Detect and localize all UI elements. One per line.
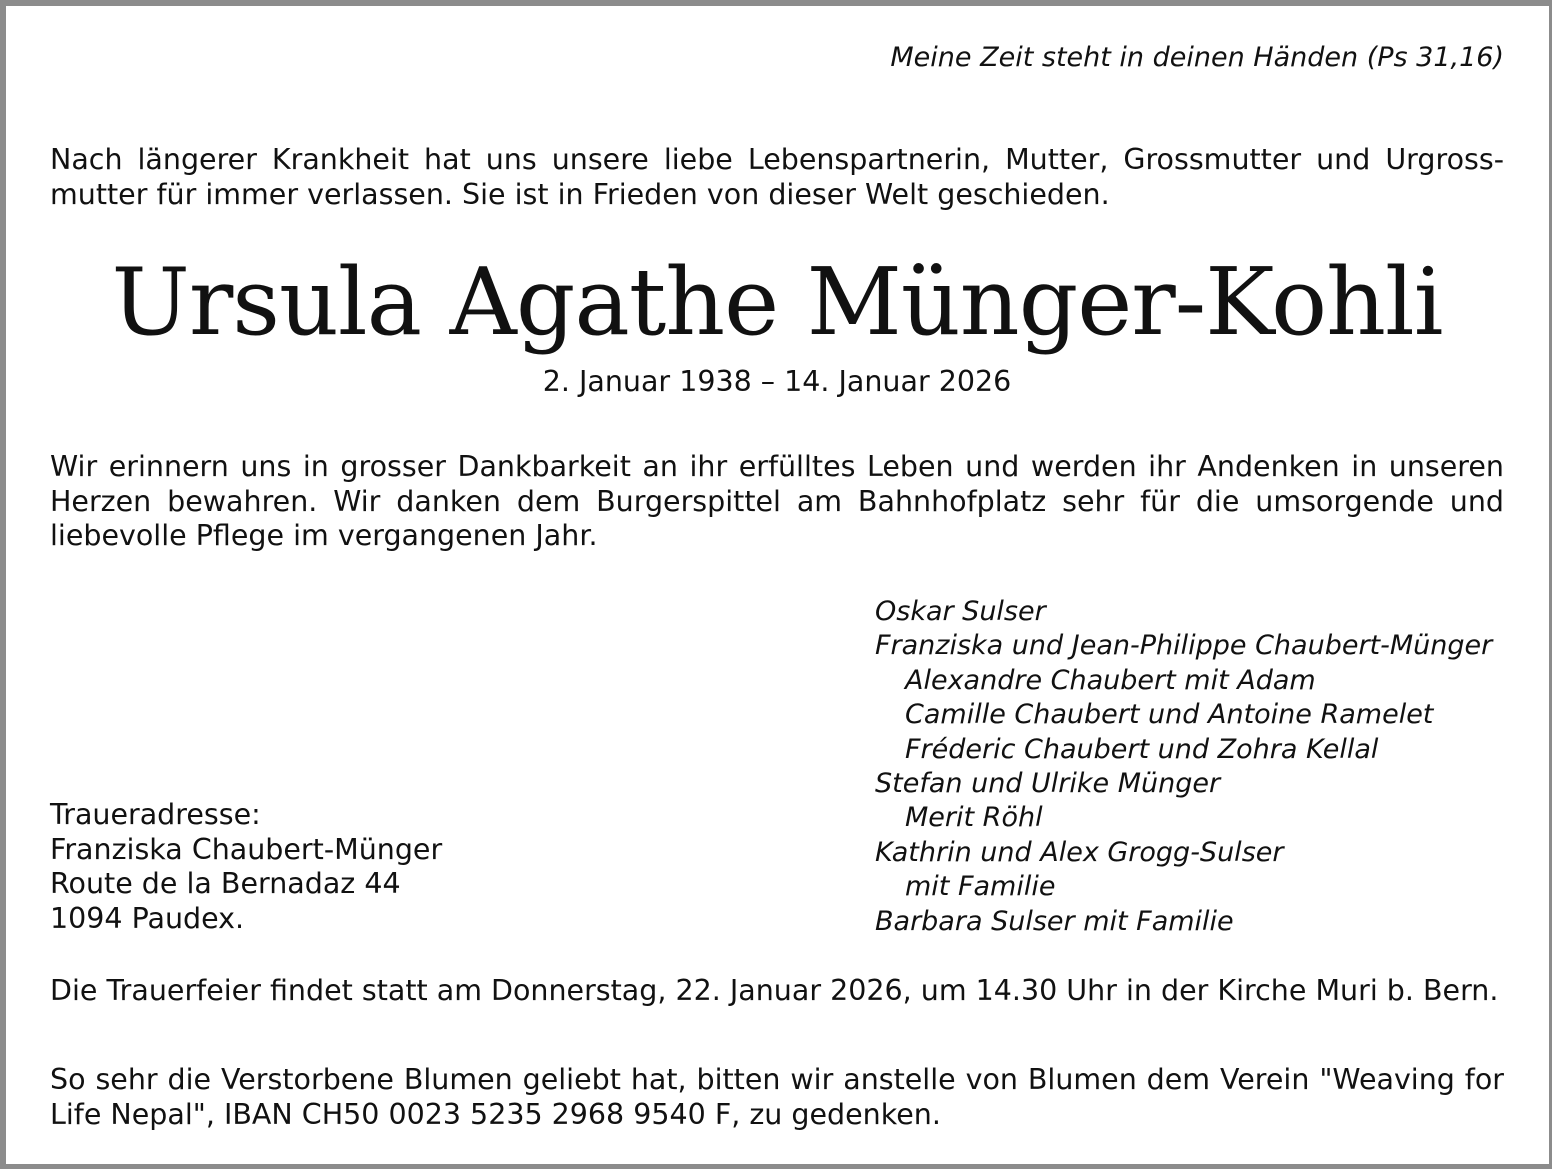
mourners-list	[875, 595, 1492, 939]
deceased-name: Ursula Agathe Münger-Kohli	[111, 248, 1443, 356]
intro-paragraph: Nach längerer Krankheit hat uns unsere liebe Lebenspartnerin, Mutter, Grossmutter und Urgross-mutter für immer verlassen. Sie ist in Frieden von dieser Welt geschieden.	[50, 143, 1504, 211]
thanks-paragraph: Wir erinnern uns in grosser Dankbarkeit an ihr erfülltes Leben und werden ihr Andenken in unseren Herzen bewahren. Wir danken dem Burgerspittel am Bahnhofplatz sehr für die umsorgende und liebevolle Pflege im vergangenen Jahr.	[50, 450, 1504, 552]
service-paragraph: Die Trauerfeier findet statt am Donnerstag, 22. Januar 2026, um 14.30 Uhr in der Kirche Muri b. Bern.	[50, 974, 1499, 1007]
mourner-line: Oskar Sulser	[875, 596, 1046, 627]
bible-verse: Meine Zeit steht in deinen Händen (Ps 31,16)	[890, 42, 1504, 73]
address-label: Traueradresse:	[50, 798, 261, 831]
mourner-line: Alexandre Chaubert mit Adam	[905, 664, 1316, 696]
mourner-line: Franziska und Jean-Philippe Chaubert-Münger	[875, 630, 1493, 662]
mourner-line: Merit Röhl	[905, 802, 1043, 834]
address-line: Route de la Bernadaz 44	[50, 867, 401, 900]
mourning-address	[50, 798, 442, 936]
mourner-line: Camille Chaubert und Antoine Ramelet	[905, 699, 1434, 731]
mourner-line: Stefan und Ulrike Münger	[875, 767, 1221, 799]
donation-paragraph: So sehr die Verstorbene Blumen geliebt hat, bitten wir anstelle von Blumen dem Verein "Weaving for Life Nepal", IBAN CH50 0023 5235 2968 9540 F, zu gedenken.	[50, 1063, 1504, 1131]
life-dates: 2. Januar 1938 – 14. Januar 2026	[542, 365, 1012, 398]
mourner-line: Fréderic Chaubert und Zohra Kellal	[905, 733, 1379, 765]
address-line: Franziska Chaubert-Münger	[50, 832, 443, 866]
mourner-line: mit Familie	[905, 871, 1056, 903]
mourner-line: Barbara Sulser mit Familie	[875, 905, 1234, 937]
mourner-line: Kathrin und Alex Grogg-Sulser	[875, 836, 1284, 868]
address-line: 1094 Paudex.	[50, 901, 245, 935]
